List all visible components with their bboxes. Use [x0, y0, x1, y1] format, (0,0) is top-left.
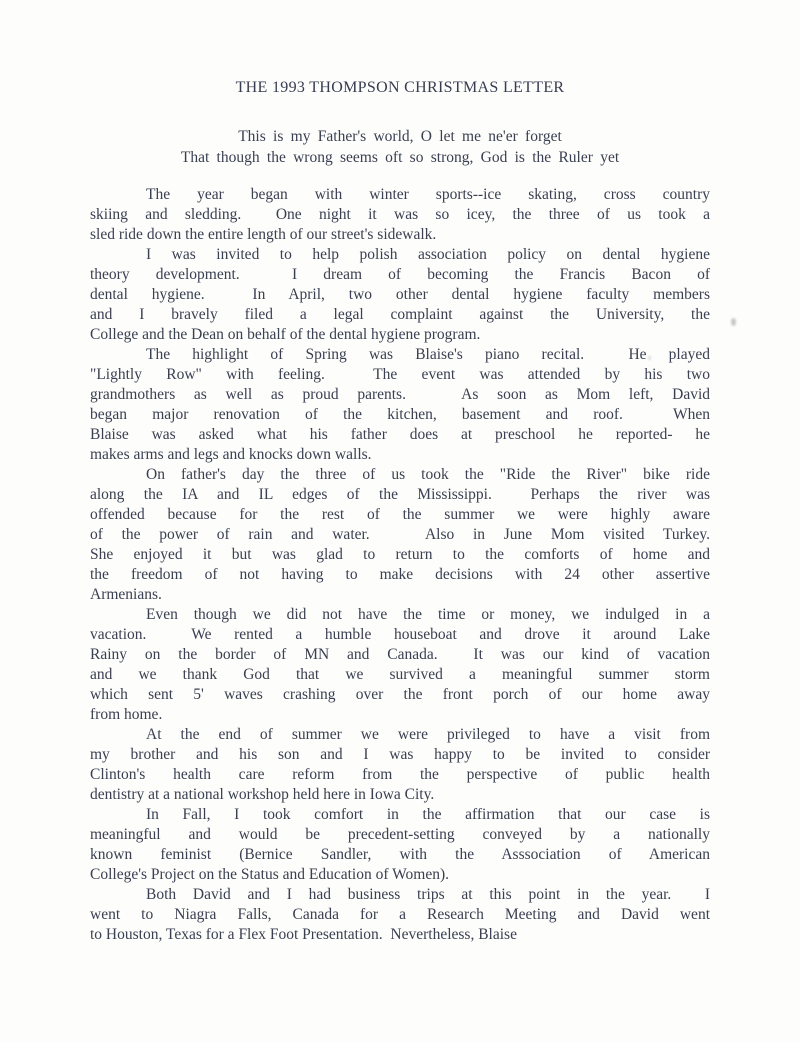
scan-artifact [731, 318, 736, 326]
text-line: The highlight of Spring was Blaise's piano recital. He played [146, 346, 710, 363]
text-line: along the IA and IL edges of the Mississippi. Perhaps the river was [90, 486, 710, 503]
text-line: the freedom of not having to make decisions with 24 other assertive [90, 566, 710, 583]
text-line: from home. [90, 706, 163, 723]
paragraph [90, 805, 710, 885]
epigraph-line-2: That though the wrong seems oft so strong, God is the Ruler yet [180, 149, 620, 166]
text-line: and I bravely filed a legal complaint against the University, the [90, 306, 710, 323]
text-line: "Lightly Row" with feeling. The event was attended by his two [90, 366, 710, 383]
text-line: I was invited to help polish association policy on dental hygiene [146, 246, 710, 263]
text-line: my brother and his son and I was happy to be invited to consider [90, 746, 710, 763]
text-line: and we thank God that we survived a meaningful summer storm [90, 666, 710, 683]
text-line: Even though we did not have the time or money, we indulged in a [146, 606, 710, 623]
text-line: In Fall, I took comfort in the affirmation that our case is [146, 806, 710, 823]
text-line: theory development. I dream of becoming the Francis Bacon of [90, 266, 710, 283]
scan-artifact [648, 356, 651, 360]
text-line: known feminist (Bernice Sandler, with the Asssociation of American [90, 846, 710, 863]
letter-content [90, 78, 710, 945]
paragraph [90, 185, 710, 245]
text-line: makes arms and legs and knocks down walls. [90, 446, 372, 463]
paragraph [90, 465, 710, 605]
text-line: Clinton's health care reform from the perspective of public health [90, 766, 710, 783]
epigraph [90, 126, 710, 168]
text-line: College's Project on the Status and Education of Women). [90, 866, 449, 883]
epigraph-line-1: This is my Father's world, O let me ne'er forget [238, 128, 562, 145]
text-line: Blaise was asked what his father does at preschool he reported- he [90, 426, 710, 443]
paragraph [90, 725, 710, 805]
paragraph [90, 605, 710, 725]
text-line: Armenians. [90, 586, 162, 603]
text-line: dentistry at a national workshop held here in Iowa City. [90, 786, 435, 803]
text-line: She enjoyed it but was glad to return to the comforts of home and [90, 546, 710, 563]
paragraph [90, 885, 710, 945]
text-line: vacation. We rented a humble houseboat and drove it around Lake [90, 626, 710, 643]
text-line: grandmothers as well as proud parents. As soon as Mom left, David [90, 386, 710, 403]
text-line: which sent 5' waves crashing over the front porch of our home away [90, 686, 710, 703]
text-line: went to Niagra Falls, Canada for a Research Meeting and David went [90, 906, 710, 923]
text-line: of the power of rain and water. Also in June Mom visited Turkey. [90, 526, 710, 543]
letter-body [90, 185, 710, 945]
paragraph [90, 345, 710, 465]
text-line: began major renovation of the kitchen, basement and roof. When [90, 406, 710, 423]
text-line: offended because for the rest of the summer we were highly aware [90, 506, 710, 523]
text-line: to Houston, Texas for a Flex Foot Presentation. Nevertheless, Blaise [90, 926, 517, 943]
text-line: sled ride down the entire length of our street's sidewalk. [90, 226, 437, 243]
text-line: dental hygiene. In April, two other dental hygiene faculty members [90, 286, 710, 303]
text-line: College and the Dean on behalf of the dental hygiene program. [90, 326, 481, 343]
text-line: meaningful and would be precedent-setting conveyed by a nationally [90, 826, 710, 843]
text-line: On father's day the three of us took the "Ride the River" bike ride [146, 466, 710, 483]
letter-title: THE 1993 THOMPSON CHRISTMAS LETTER [235, 79, 565, 96]
text-line: At the end of summer we were privileged to have a visit from [146, 726, 710, 743]
paragraph [90, 245, 710, 345]
text-line: The year began with winter sports--ice skating, cross country [146, 186, 710, 203]
text-line: skiing and sledding. One night it was so icey, the three of us took a [90, 206, 710, 223]
text-line: Both David and I had business trips at this point in the year. I [146, 886, 710, 903]
text-line: Rainy on the border of MN and Canada. It was our kind of vacation [90, 646, 710, 663]
